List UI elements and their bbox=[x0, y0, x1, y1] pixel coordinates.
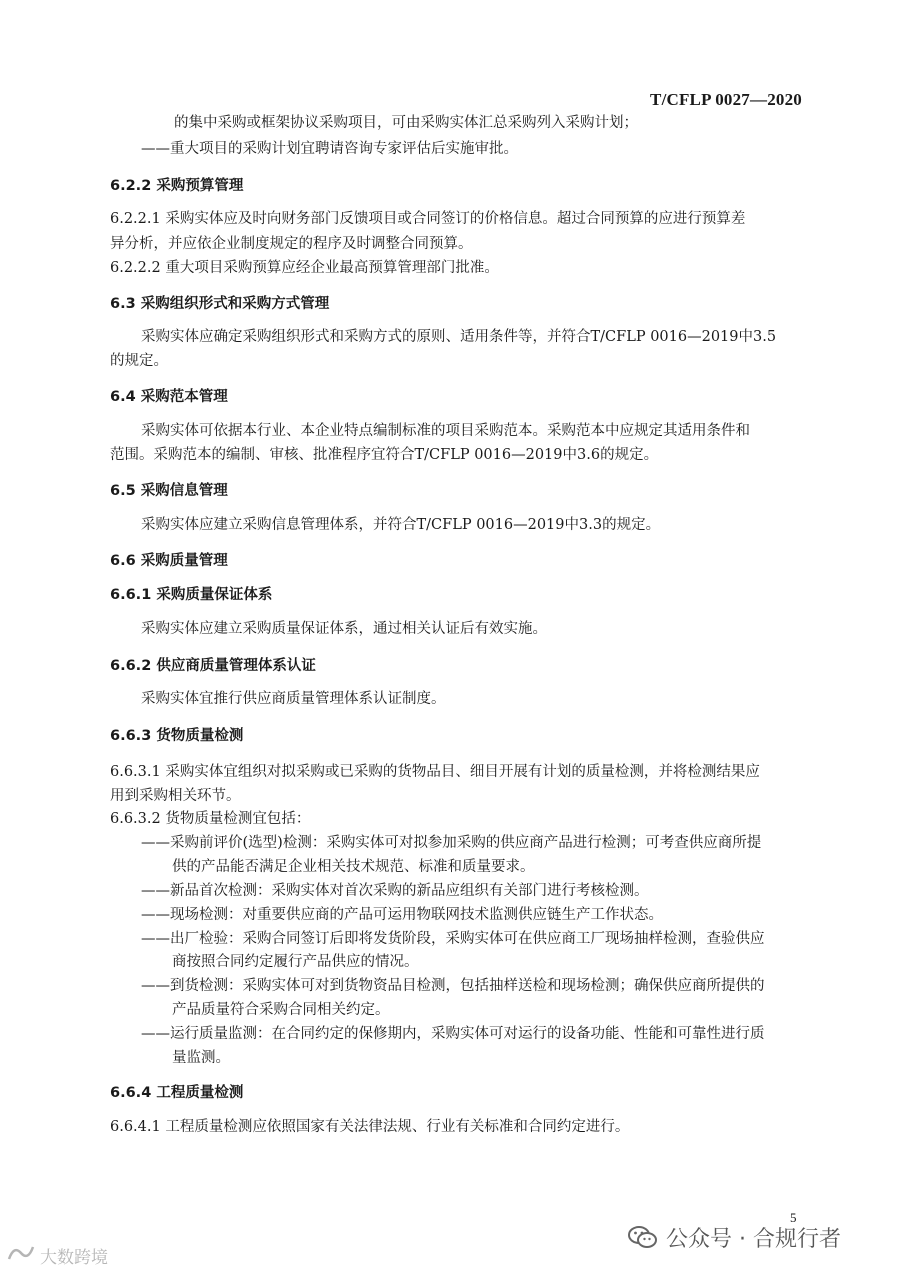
dash-list-item: ——新品首次检测：采购实体对首次采购的新品应组织有关部门进行考核检测。 bbox=[141, 883, 649, 899]
clause-text: 6.6.3.1 采购实体宜组织对拟采购或已采购的货物品目、细目开展有计划的质量检测，并将检测结果应 bbox=[110, 764, 760, 780]
dash-list-item: 供的产品能否满足企业相关技术规范、标准和质量要求。 bbox=[172, 859, 535, 875]
paragraph-text: 采购实体可依据本行业、本企业特点编制标准的项目采购范本。采购范本中应规定其适用条件和 bbox=[141, 423, 750, 439]
clause-text: 用到采购相关环节。 bbox=[110, 788, 241, 804]
paragraph-text: 采购实体应建立采购质量保证体系，通过相关认证后有效实施。 bbox=[141, 621, 547, 637]
dash-list-item: 产品质量符合采购合同相关约定。 bbox=[172, 1002, 390, 1018]
clause-text: 6.6.4.1 工程质量检测应依照国家有关法律法规、行业有关标准和合同约定进行。 bbox=[110, 1119, 630, 1135]
clause-text: 6.2.2.2 重大项目采购预算应经企业最高预算管理部门批准。 bbox=[110, 260, 499, 276]
wechat-account-label[interactable] bbox=[628, 1222, 841, 1252]
body-text-line: 的集中采购或框架协议采购项目，可由采购实体汇总采购列入采购计划； bbox=[174, 115, 638, 131]
section-heading: 6.2.2 采购预算管理 bbox=[110, 178, 244, 194]
section-heading: 6.3 采购组织形式和采购方式管理 bbox=[110, 296, 330, 312]
paragraph-text: 范围。采购范本的编制、审核、批准程序宜符合T/CFLP 0016—2019中3.6的规定。 bbox=[110, 447, 659, 463]
paragraph-text: 的规定。 bbox=[110, 353, 168, 369]
paragraph-text: 采购实体宜推行供应商质量管理体系认证制度。 bbox=[141, 691, 446, 707]
wechat-icon bbox=[628, 1225, 658, 1249]
clause-text: 异分析，并应依企业制度规定的程序及时调整合同预算。 bbox=[110, 236, 473, 252]
watermark-logo-icon bbox=[6, 1243, 36, 1268]
section-heading: 6.6.4 工程质量检测 bbox=[110, 1085, 244, 1101]
section-heading: 6.6.2 供应商质量管理体系认证 bbox=[110, 658, 316, 674]
document-code: T/CFLP 0027—2020 bbox=[650, 90, 802, 109]
wechat-account-text: 公众号 · 合规行者 bbox=[666, 1226, 841, 1252]
section-heading: 6.6 采购质量管理 bbox=[110, 553, 228, 569]
paragraph-text: 采购实体应建立采购信息管理体系，并符合T/CFLP 0016—2019中3.3的规定。 bbox=[141, 517, 661, 533]
dash-list-item: 商按照合同约定履行产品供应的情况。 bbox=[172, 954, 419, 970]
dash-list-item: ——出厂检验：采购合同签订后即将发货阶段，采购实体可在供应商工厂现场抽样检测，查验供应 bbox=[141, 931, 765, 947]
section-heading: 6.5 采购信息管理 bbox=[110, 483, 228, 499]
dash-list-item: ——现场检测：对重要供应商的产品可运用物联网技术监测供应链生产工作状态。 bbox=[141, 907, 663, 923]
dash-list-item: ——采购前评价(选型)检测：采购实体可对拟参加采购的供应商产品进行检测；可考查供应商所提 bbox=[141, 835, 762, 851]
page-number: 5 bbox=[790, 1210, 797, 1225]
watermark-text: 大数跨境 bbox=[40, 1247, 108, 1268]
section-heading: 6.6.1 采购质量保证体系 bbox=[110, 587, 273, 603]
dash-list-item: ——重大项目的采购计划宜聘请咨询专家评估后实施审批。 bbox=[141, 141, 518, 157]
dash-list-item: ——运行质量监测：在合同约定的保修期内，采购实体可对运行的设备功能、性能和可靠性进行质 bbox=[141, 1026, 765, 1042]
dash-list-item: ——到货检测：采购实体可对到货物资品目检测，包括抽样送检和现场检测；确保供应商所提供的 bbox=[141, 978, 765, 994]
section-heading: 6.6.3 货物质量检测 bbox=[110, 728, 244, 744]
section-heading: 6.4 采购范本管理 bbox=[110, 389, 228, 405]
clause-text: 6.6.3.2 货物质量检测宜包括： bbox=[110, 811, 311, 827]
dash-list-item: 量监测。 bbox=[172, 1050, 230, 1066]
clause-text: 6.2.2.1 采购实体应及时向财务部门反馈项目或合同签订的价格信息。超过合同预算的应进行预算差 bbox=[110, 211, 746, 227]
paragraph-text: 采购实体应确定采购组织形式和采购方式的原则、适用条件等，并符合T/CFLP 0016—2019中3.5 bbox=[141, 329, 777, 345]
watermark bbox=[6, 1243, 108, 1267]
